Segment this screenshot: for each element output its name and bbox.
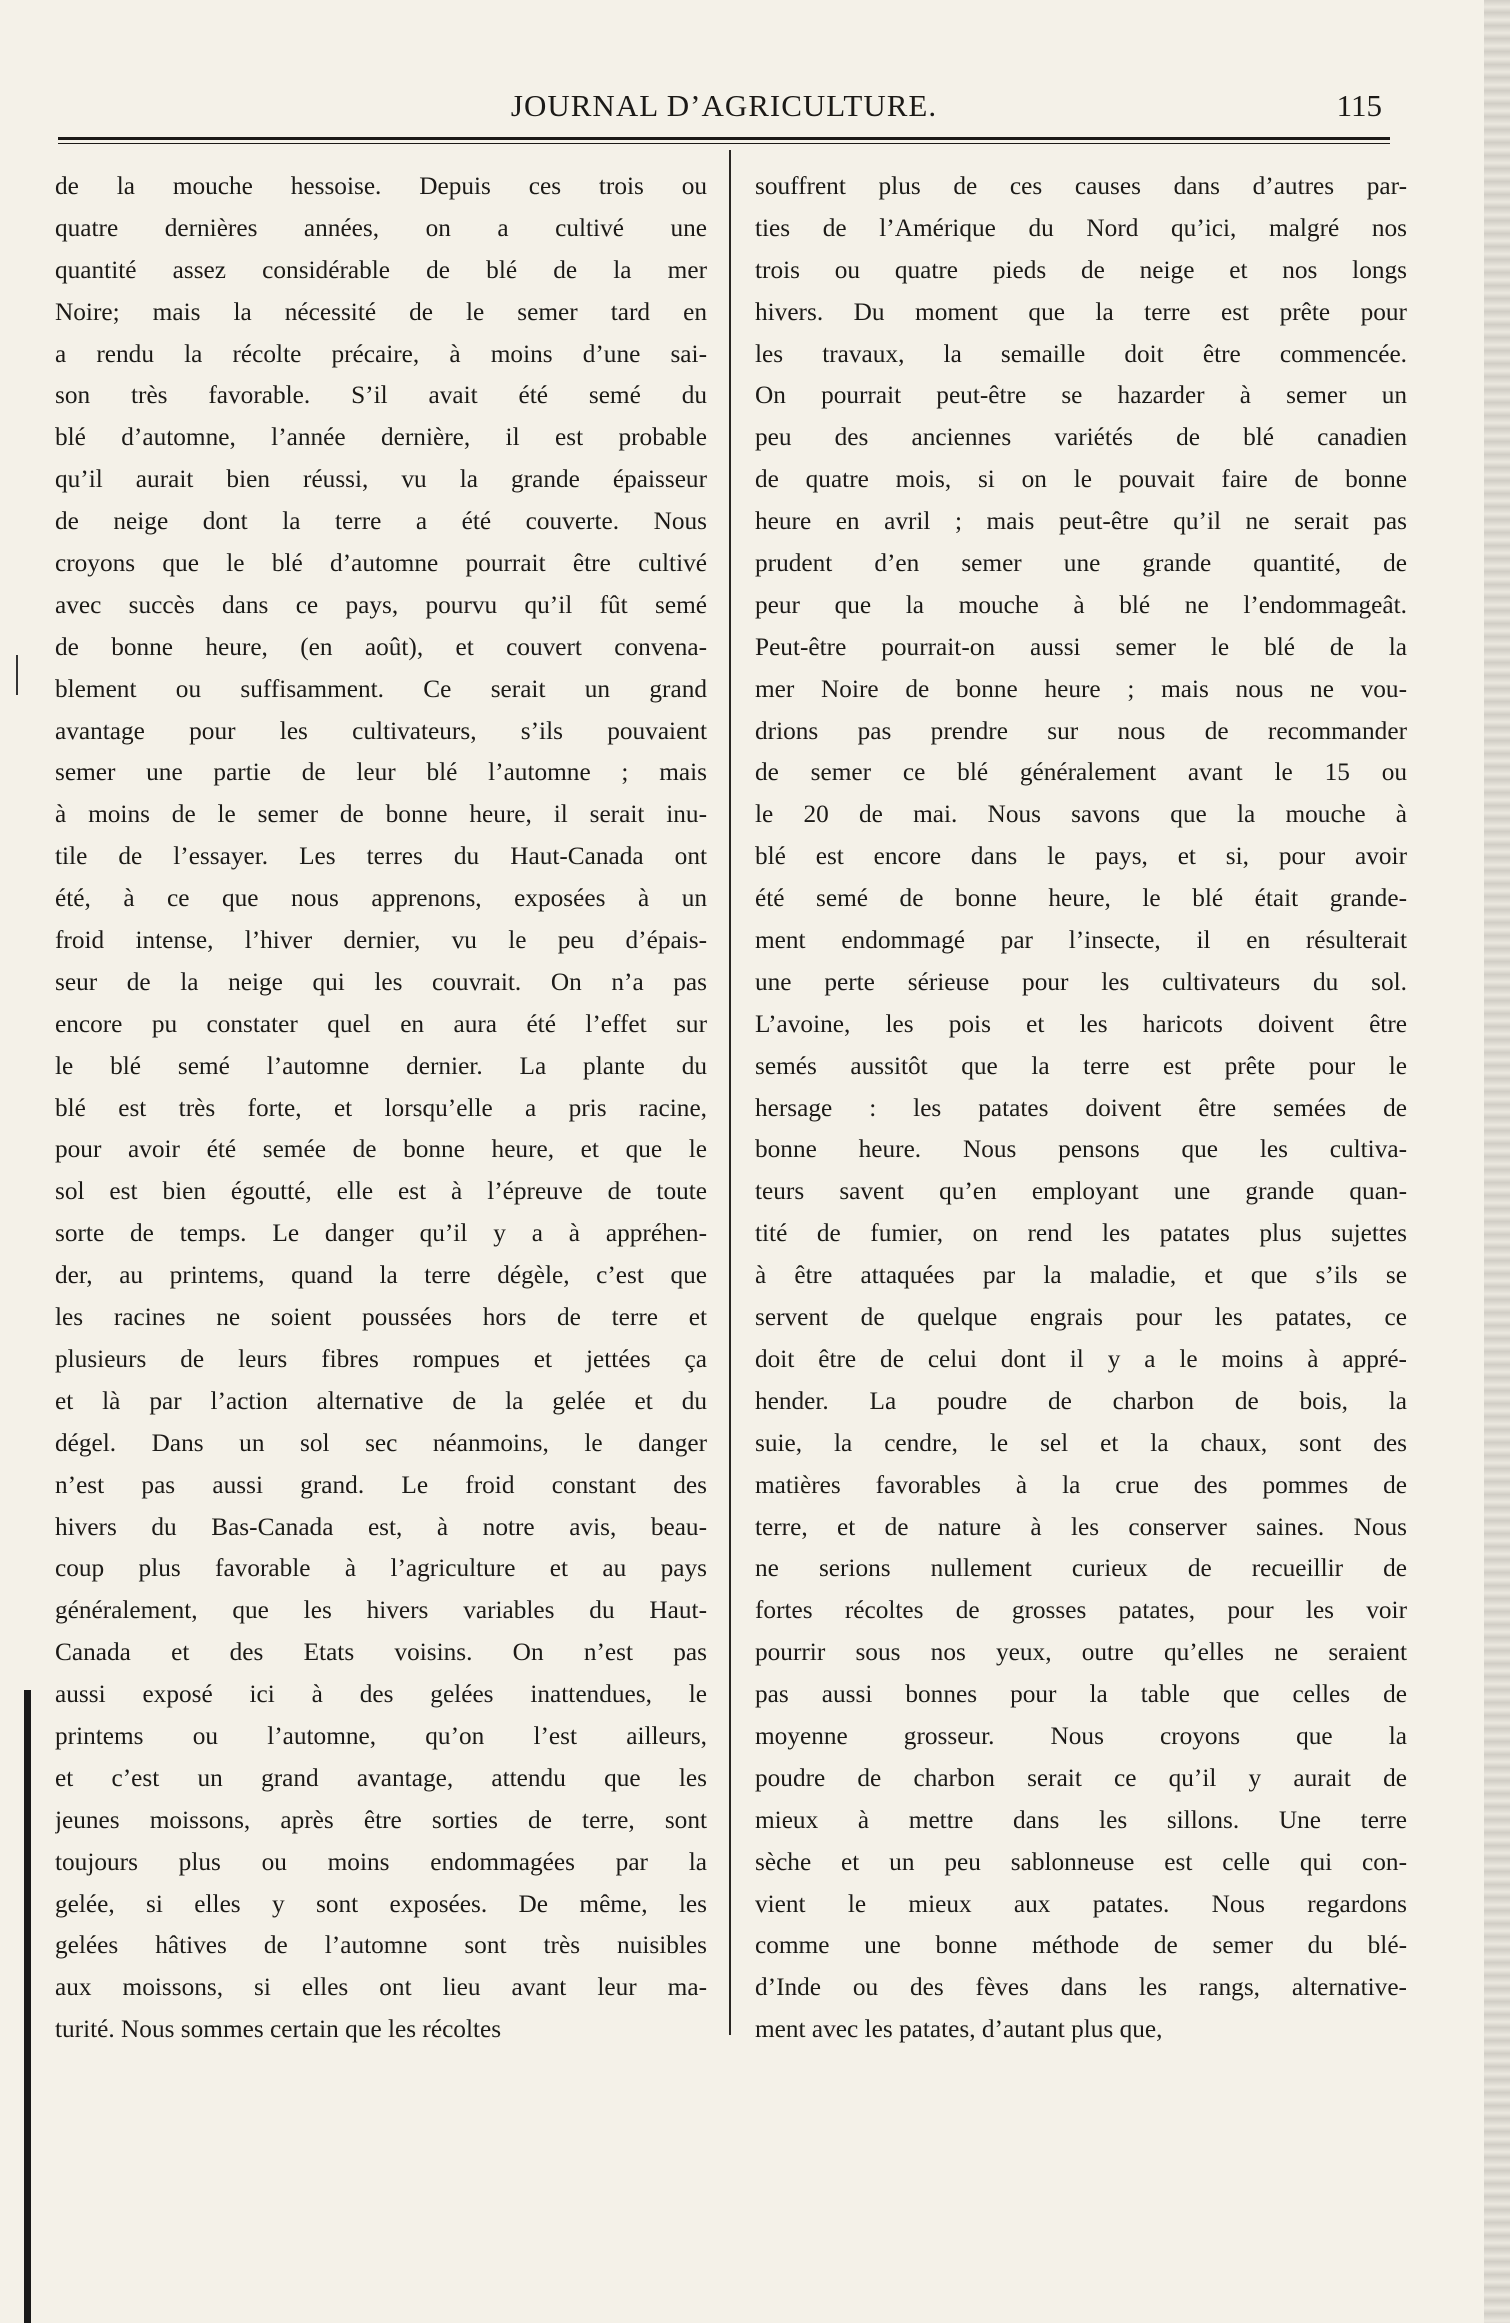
text-line: vient le mieux aux patates. Nous regardons [755, 1889, 1407, 1918]
text-line: croyons que le blé d’automne pourrait être cultivé [55, 549, 707, 578]
header-rule-thin [58, 143, 1390, 144]
text-line: été semé de bonne heure, le blé était grande- [755, 884, 1407, 913]
text-line: à être attaquées par la maladie, et que s’ils se [755, 1261, 1407, 1290]
text-line: hivers du Bas-Canada est, à notre avis, beau- [55, 1512, 707, 1541]
text-line: avantage pour les cultivateurs, s’ils pouvaient [55, 716, 707, 745]
text-line: les racines ne soient poussées hors de terre et [55, 1303, 707, 1332]
text-line: turité. Nous sommes certain que les récoltes [55, 2015, 502, 2044]
text-line: de la mouche hessoise. Depuis ces trois ou [55, 172, 707, 200]
text-line: mer Noire de bonne heure ; mais nous ne vou- [755, 674, 1407, 703]
text-line: une perte sérieuse pour les cultivateurs du sol. [755, 967, 1407, 996]
text-line: avec succès dans ce pays, pourvu qu’il fût semé [55, 590, 707, 619]
text-line: a rendu la récolte précaire, à moins d’une sai- [55, 339, 707, 368]
text-line: froid intense, l’hiver dernier, vu le peu d’épais- [55, 926, 707, 955]
text-line: pas aussi bonnes pour la table que celles de [755, 1680, 1407, 1709]
text-line: der, au printems, quand la terre dégèle, c’est que [55, 1261, 707, 1290]
text-line: le 20 de mai. Nous savons que la mouche à [755, 800, 1407, 829]
text-line: teurs savent qu’en employant une grande quan- [755, 1177, 1407, 1206]
text-line: ment endommagé par l’insecte, il en résulterait [755, 926, 1407, 955]
text-line: Noire; mais la nécessité de le semer tard en [55, 297, 707, 326]
text-line: souffrent plus de ces causes dans d’autres par- [755, 172, 1407, 200]
text-line: jeunes moissons, après être sorties de terre, sont [55, 1805, 707, 1834]
text-line: seur de la neige qui les couvrait. On n’a pas [55, 967, 707, 996]
text-line: hivers. Du moment que la terre est prête pour [755, 297, 1407, 326]
text-line: sorte de temps. Le danger qu’il y a à appréhen- [55, 1219, 707, 1248]
text-line: n’est pas aussi grand. Le froid constant des [55, 1470, 707, 1499]
text-line: qu’il aurait bien réussi, vu la grande épaisseur [55, 465, 707, 494]
text-line: généralement, que les hivers variables du Haut- [55, 1596, 707, 1625]
text-line: blé d’automne, l’année dernière, il est probable [55, 423, 707, 452]
text-line: dégel. Dans un sol sec néanmoins, le danger [55, 1428, 707, 1457]
text-line: tité de fumier, on rend les patates plus sujettes [755, 1219, 1407, 1248]
text-line: servent de quelque engrais pour les patates, ce [755, 1303, 1407, 1332]
margin-mark [16, 655, 18, 695]
text-line: de semer ce blé généralement avant le 15 ou [755, 758, 1407, 787]
column-divider [729, 150, 731, 2035]
text-line: et c’est un grand avantage, attendu que les [55, 1763, 707, 1792]
text-line: peur que la mouche à blé ne l’endommageât. [755, 590, 1407, 619]
text-line: pourrir sous nos yeux, outre qu’elles ne seraient [755, 1638, 1407, 1667]
text-line: moyenne grosseur. Nous croyons que la [755, 1721, 1407, 1750]
text-line: ment avec les patates, d’autant plus que, [755, 2015, 1163, 2044]
left-column [55, 166, 707, 2051]
text-line: hender. La poudre de charbon de bois, la [755, 1386, 1407, 1415]
text-line: terre, et de nature à les conserver saines. Nous [755, 1512, 1407, 1541]
text-line: gelée, si elles y sont exposées. De même, les [55, 1889, 707, 1918]
text-line: comme une bonne méthode de semer du blé- [755, 1931, 1407, 1960]
text-line: de bonne heure, (en août), et couvert convena- [55, 632, 707, 661]
text-line: drions pas prendre sur nous de recommander [755, 716, 1407, 745]
text-line: peu des anciennes variétés de blé canadien [755, 423, 1407, 452]
text-line: de neige dont la terre a été couverte. Nous [55, 507, 707, 536]
page-edge [1484, 0, 1510, 2323]
text-line: les travaux, la semaille doit être commencée. [755, 339, 1407, 368]
right-column [755, 166, 1407, 2051]
text-line: aussi exposé ici à des gelées inattendues, le [55, 1680, 707, 1709]
text-line: tile de l’essayer. Les terres du Haut-Canada ont [55, 842, 707, 871]
text-line: sèche et un peu sablonneuse est celle qui con- [755, 1847, 1407, 1876]
text-line: blement ou suffisamment. Ce serait un grand [55, 674, 707, 703]
text-line: blé est encore dans le pays, et si, pour avoir [755, 842, 1407, 871]
text-line: coup plus favorable à l’agriculture et au pays [55, 1554, 707, 1583]
running-header [58, 88, 1390, 134]
text-line: sol est bien égoutté, elle est à l’épreuve de toute [55, 1177, 707, 1206]
text-line: à moins de le semer de bonne heure, il serait inu- [55, 800, 707, 829]
text-line: quatre dernières années, on a cultivé une [55, 213, 707, 242]
text-line: blé est très forte, et lorsqu’elle a pris racine, [55, 1093, 707, 1122]
text-line: trois ou quatre pieds de neige et nos longs [755, 255, 1407, 284]
text-line: poudre de charbon serait ce qu’il y aurait de [755, 1763, 1407, 1792]
text-line: pour avoir été semée de bonne heure, et que le [55, 1135, 707, 1164]
text-line: de quatre mois, si on le pouvait faire de bonne [755, 465, 1407, 494]
page-number: 115 [1336, 88, 1382, 123]
text-line: prudent d’en semer une grande quantité, de [755, 549, 1407, 578]
text-line: semer une partie de leur blé l’automne ; mais [55, 758, 707, 787]
text-line: L’avoine, les pois et les haricots doivent être [755, 1009, 1407, 1038]
text-line: été, à ce que nous apprenons, exposées à un [55, 884, 707, 913]
text-line: son très favorable. S’il avait été semé du [55, 381, 707, 410]
text-line: d’Inde ou des fèves dans les rangs, alternative- [755, 1973, 1407, 2002]
text-line: le blé semé l’automne dernier. La plante du [55, 1051, 707, 1080]
text-line: ne serions nullement curieux de recueillir de [755, 1554, 1407, 1583]
binding-shadow [24, 1690, 31, 2323]
text-line: Peut-être pourrait-on aussi semer le blé de la [755, 632, 1407, 661]
text-line: bonne heure. Nous pensons que les cultiva- [755, 1135, 1407, 1164]
text-line: fortes récoltes de grosses patates, pour les voir [755, 1596, 1407, 1625]
text-line: toujours plus ou moins endommagées par la [55, 1847, 707, 1876]
journal-title: JOURNAL D’AGRICULTURE. [510, 88, 938, 123]
text-line: suie, la cendre, le sel et la chaux, sont des [755, 1428, 1407, 1457]
text-line: On pourrait peut-être se hazarder à semer un [755, 381, 1407, 410]
text-line: et là par l’action alternative de la gelée et du [55, 1386, 707, 1415]
text-line: heure en avril ; mais peut-être qu’il ne serait pas [755, 507, 1407, 536]
text-line: Canada et des Etats voisins. On n’est pas [55, 1638, 707, 1667]
text-line: matières favorables à la crue des pommes de [755, 1470, 1407, 1499]
text-line: printems ou l’automne, qu’on l’est ailleurs, [55, 1721, 707, 1750]
text-line: quantité assez considérable de blé de la mer [55, 255, 707, 284]
text-line: mieux à mettre dans les sillons. Une terre [755, 1805, 1407, 1834]
text-line: encore pu constater quel en aura été l’effet sur [55, 1009, 707, 1038]
text-line: plusieurs de leurs fibres rompues et jettées ça [55, 1344, 707, 1373]
header-rule-thick [58, 137, 1390, 140]
text-line: hersage : les patates doivent être semées de [755, 1093, 1407, 1122]
text-line: semés aussitôt que la terre est prête pour le [755, 1051, 1407, 1080]
text-line: ties de l’Amérique du Nord qu’ici, malgré nos [755, 213, 1407, 242]
text-line: doit être de celui dont il y a le moins à appré- [755, 1344, 1407, 1373]
text-line: aux moissons, si elles ont lieu avant leur ma- [55, 1973, 707, 2002]
text-line: gelées hâtives de l’automne sont très nuisibles [55, 1931, 707, 1960]
